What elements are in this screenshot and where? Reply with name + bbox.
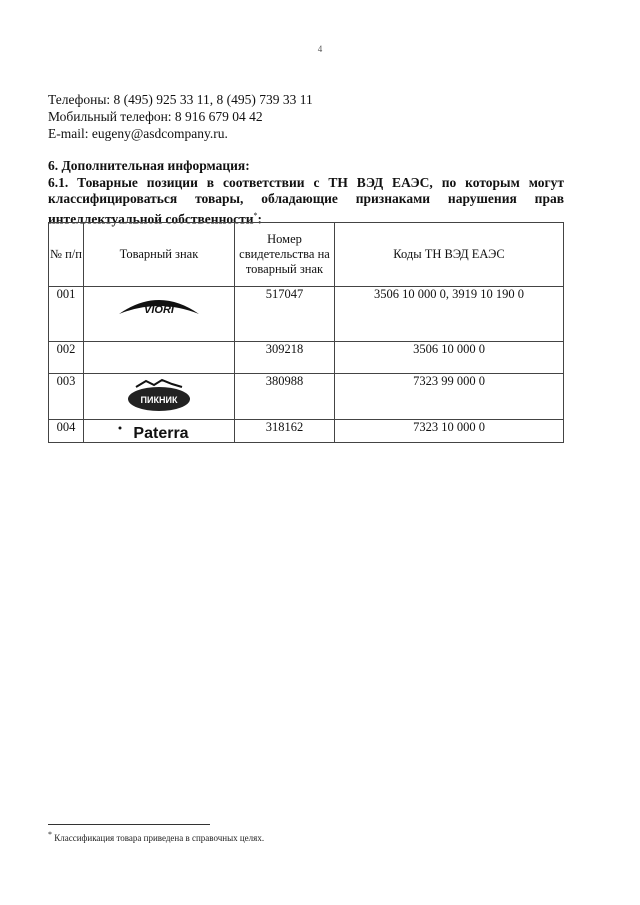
svg-text:ПИКНИК: ПИКНИК	[140, 395, 178, 405]
table-header-row	[49, 223, 564, 287]
table-row	[49, 287, 564, 342]
tn-ved-codes: 7323 99 000 0	[335, 374, 564, 420]
svg-text:Paterra: Paterra	[133, 425, 189, 442]
trademark-cell	[84, 420, 235, 443]
contact-block	[48, 91, 313, 142]
trademarks-table	[48, 222, 564, 443]
table-row	[49, 420, 564, 443]
trademark-cell	[84, 287, 235, 342]
header-number: № п/п	[49, 223, 84, 287]
row-number: 003	[49, 374, 84, 420]
tn-ved-codes: 3506 10 000 0, 3919 10 190 0	[335, 287, 564, 342]
svg-text:VIORI: VIORI	[144, 304, 174, 316]
registration-number: 380988	[235, 374, 335, 420]
page-number: 4	[317, 44, 323, 54]
additional-info-section	[48, 158, 564, 228]
footnote-mark: *	[48, 830, 52, 839]
footnote-reference: *	[253, 210, 258, 220]
header-codes: Коды ТН ВЭД ЕАЭС	[335, 223, 564, 287]
tn-ved-codes: 7323 10 000 0	[335, 420, 564, 443]
registration-number: 309218	[235, 342, 335, 374]
table-row	[49, 374, 564, 420]
piknik-logo	[126, 378, 192, 412]
section-heading: 6. Дополнительная информация:	[48, 158, 250, 173]
footnote-divider	[48, 824, 210, 825]
footnote-text: Классификация товара приведена в справочных целях.	[54, 833, 265, 843]
section-subheading: 6.1. Товарные позиции в соответствии с ТН ВЭД ЕАЭС, по которым могут классифицироваться товары, обладающие признаками нарушения прав интеллектуальной собственности*:	[48, 174, 564, 226]
trademark-cell	[84, 374, 235, 420]
header-registration-number: Номер свидетельства на товарный знак	[235, 223, 335, 287]
email-line: E-mail: eugeny@asdcompany.ru.	[48, 126, 228, 141]
table-row	[49, 342, 564, 374]
row-number: 004	[49, 420, 84, 443]
footnote	[48, 830, 264, 843]
phones-line: Телефоны: 8 (495) 925 33 11, 8 (495) 739 33 11	[48, 92, 313, 107]
header-trademark: Товарный знак	[84, 223, 235, 287]
mobile-line: Мобильный телефон: 8 916 679 04 42	[48, 109, 263, 124]
paterra-logo	[114, 420, 204, 442]
viori-logo	[111, 292, 207, 316]
tn-ved-codes: 3506 10 000 0	[335, 342, 564, 374]
row-number: 002	[49, 342, 84, 374]
trademark-cell	[84, 342, 235, 374]
row-number: 001	[49, 287, 84, 342]
registration-number: 517047	[235, 287, 335, 342]
registration-number: 318162	[235, 420, 335, 443]
